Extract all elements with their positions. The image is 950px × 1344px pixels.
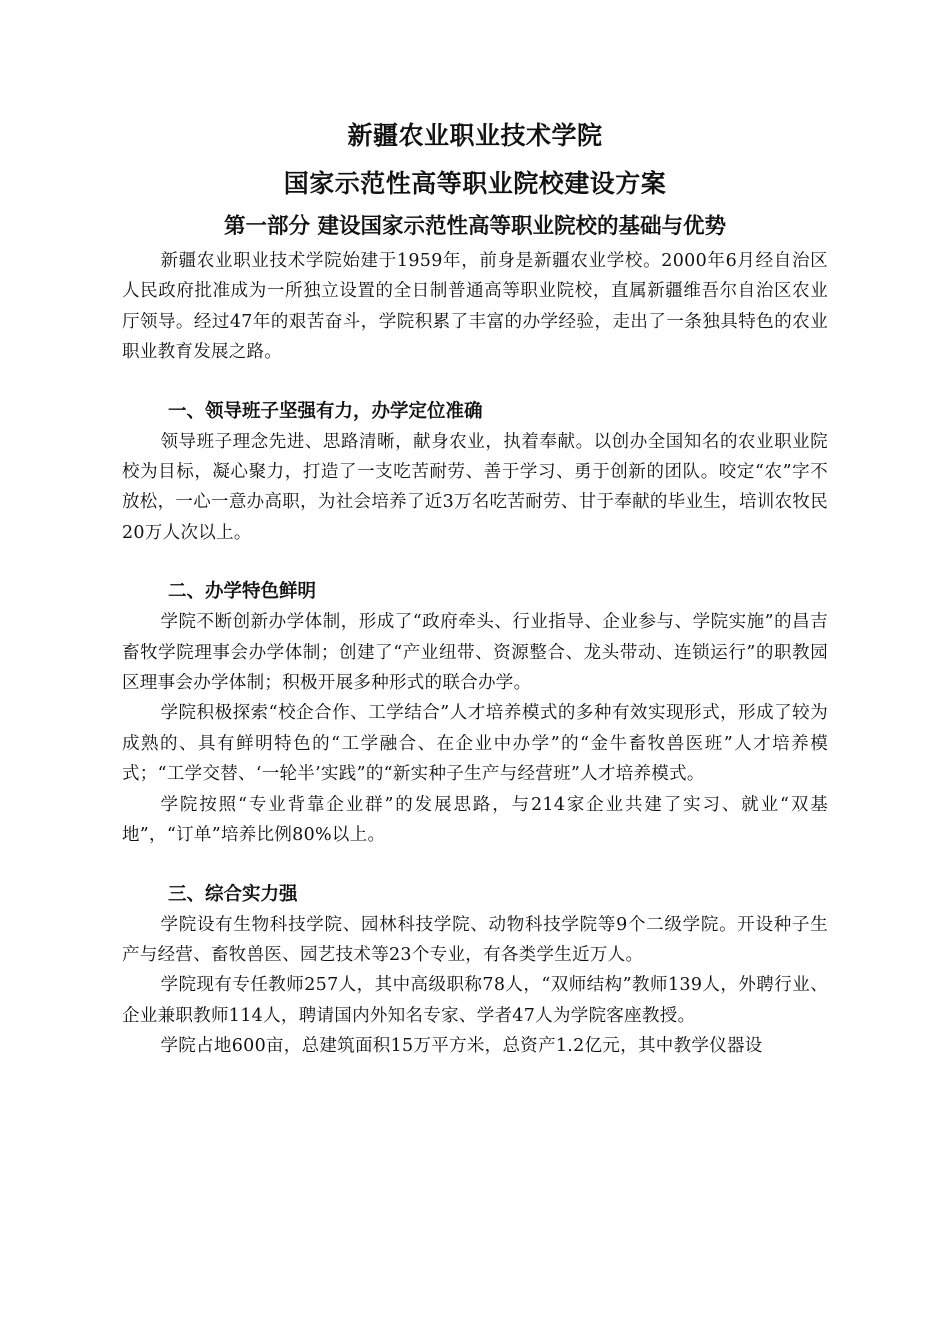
document-content	[122, 112, 828, 1062]
body-paragraph: 学院设有生物科技学院、园林科技学院、动物科技学院等9个二级学院。开设种子生产与经营、畜牧兽医、园艺技术等23个专业，有各类学生近万人。	[122, 914, 828, 965]
body-paragraph: 学院现有专任教师257人，其中高级职称78人，“双师结构”教师139人，外聘行业、企业兼职教师114人，聘请国内外知名专家、学者47人为学院客座教授。	[122, 975, 828, 1026]
body-paragraph: 学院不断创新办学体制，形成了“政府牵头、行业指导、企业参与、学院实施”的昌吉畜牧学院理事会办学体制；创建了“产业纽带、资源整合、龙头带动、连锁运行”的职教园区理事会办学体制；积极开展多种形式的联合办学。	[122, 612, 828, 694]
section-heading: 一、领导班子坚强有力，办学定位准确	[168, 400, 483, 422]
document-title-line2: 国家示范性高等职业院校建设方案	[283, 169, 667, 198]
intro-paragraph: 新疆农业职业技术学院始建于1959年，前身是新疆农业学校。2000年6月经自治区人民政府批准成为一所独立设置的全日制普通高等职业院校，直属新疆维吾尔自治区农业厅领导。经过47年的艰苦奋斗，学院积累了丰富的办学经验，走出了一条独具特色的农业职业教育发展之路。	[122, 251, 828, 363]
document-title-line1: 新疆农业职业技术学院	[347, 121, 603, 150]
section-features	[122, 577, 828, 850]
body-paragraph: 学院占地600亩，总建筑面积15万平方米，总资产1.2亿元，其中教学仪器设	[160, 1036, 763, 1057]
section-strength	[122, 880, 828, 1062]
body-paragraph: 学院按照“专业背靠企业群”的发展思路，与214家企业共建了实习、就业“双基地”，“订单”培养比例80%以上。	[122, 794, 828, 846]
part-title: 第一部分 建设国家示范性高等职业院校的基础与优势	[224, 214, 726, 239]
section-heading: 二、办学特色鲜明	[168, 581, 317, 603]
body-paragraph: 领导班子理念先进、思路清晰，献身农业，执着奉献。以创办全国知名的农业职业院校为目标，凝心聚力，打造了一支吃苦耐劳、善于学习、勇于创新的团队。咬定“农”字不放松，一心一意办高职，为社会培养了近3万名吃苦耐劳、甘于奉献的毕业生，培训农牧民20万人次以上。	[122, 431, 828, 543]
body-paragraph: 学院积极探索“校企合作、工学结合”人才培养模式的多种有效实现形式，形成了较为成熟的、具有鲜明特色的“工学融合、在企业中办学”的“金牛畜牧兽医班”人才培养模式；“工学交替、‘一轮半’实践”的“新实种子生产与经营班”人才培养模式。	[122, 703, 828, 785]
section-heading: 三、综合实力强	[168, 883, 298, 905]
section-leadership	[122, 397, 828, 549]
